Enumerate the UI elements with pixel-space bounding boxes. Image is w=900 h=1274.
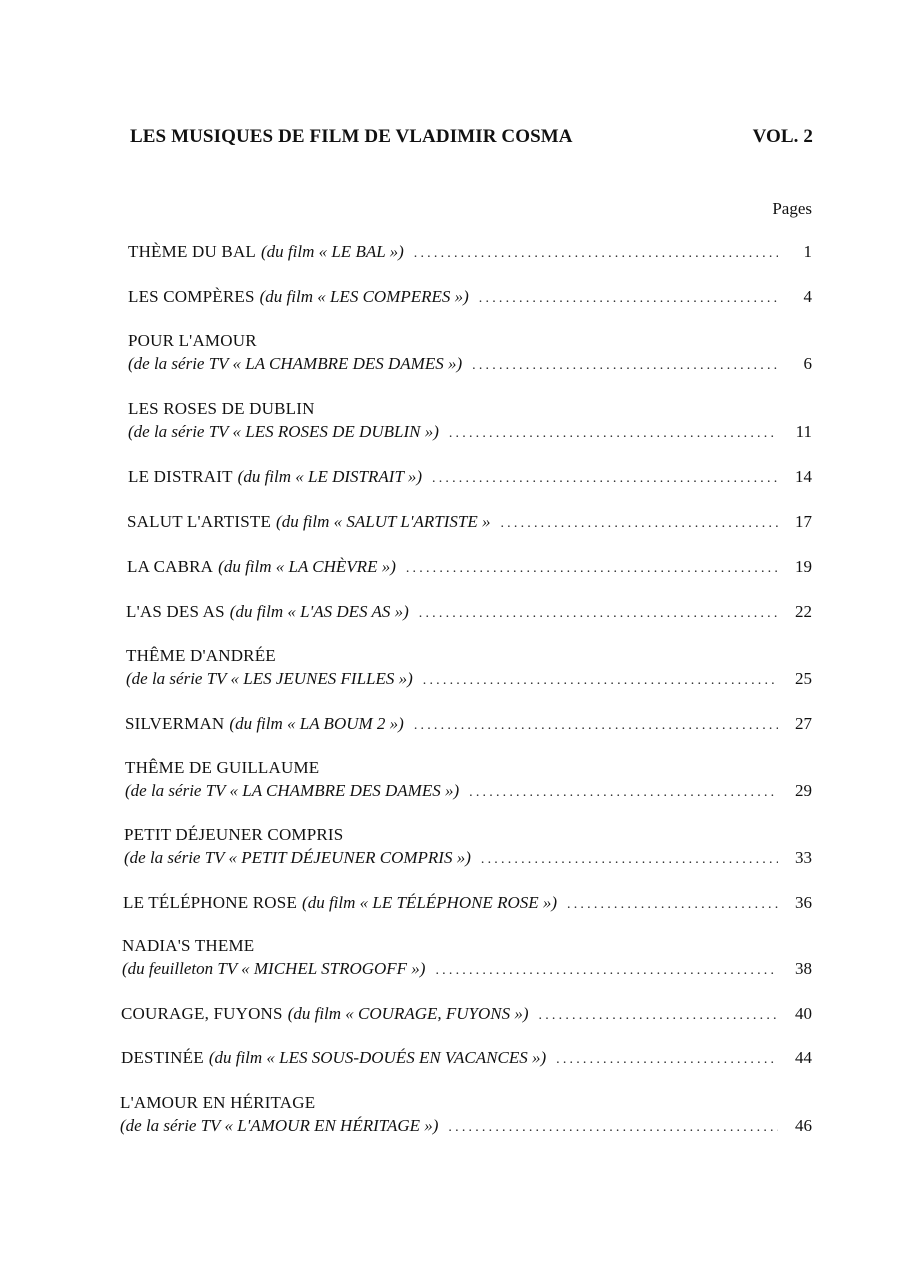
toc-entry — [120, 1091, 812, 1139]
entry-title: SALUT L'ARTISTE — [127, 512, 272, 531]
entry-source: (de la série TV « LES ROSES DE DUBLIN ») — [128, 422, 439, 441]
toc-entry — [121, 1002, 812, 1027]
toc-entry — [123, 891, 812, 916]
entry-source: (du feuilleton TV « MICHEL STROGOFF ») — [122, 959, 426, 978]
toc-entry — [124, 823, 812, 871]
entry-page-number: 6 — [803, 354, 812, 373]
toc-entry — [121, 1046, 812, 1071]
entry-source: (du film « LA BOUM 2 ») — [229, 714, 404, 733]
toc-entry — [128, 397, 812, 445]
toc-entry — [126, 644, 812, 692]
entry-page-number: 17 — [795, 512, 812, 531]
entry-title: L'AS DES AS — [126, 602, 225, 621]
entry-source: (du film « LE TÉLÉPHONE ROSE ») — [302, 893, 558, 912]
entry-source: (du film « SALUT L'ARTISTE » — [276, 512, 491, 531]
leader-dots — [414, 714, 778, 737]
entry-title: LES ROSES DE DUBLIN — [128, 399, 315, 418]
entry-source: (du film « LE BAL ») — [261, 242, 404, 261]
entry-source: (de la série TV « L'AMOUR EN HÉRITAGE ») — [120, 1116, 439, 1135]
toc-entry — [128, 285, 812, 310]
entry-title: THÊME D'ANDRÉE — [126, 646, 276, 665]
collection-title: LES MUSIQUES DE FILM DE VLADIMIR COSMA — [130, 126, 573, 147]
leader-dots — [406, 557, 778, 580]
leader-dots — [567, 893, 778, 916]
leader-dots — [448, 1116, 778, 1139]
entry-page-number: 22 — [795, 602, 812, 621]
entry-title: LE TÉLÉPHONE ROSE — [123, 893, 298, 912]
entry-page-number: 4 — [803, 287, 812, 306]
leader-dots — [423, 669, 778, 692]
entry-source: (de la série TV « PETIT DÉJEUNER COMPRIS ») — [124, 848, 471, 867]
leader-dots — [500, 512, 778, 535]
entry-title: POUR L'AMOUR — [128, 331, 257, 350]
entry-title: PETIT DÉJEUNER COMPRIS — [124, 825, 344, 844]
leader-dots — [432, 467, 778, 490]
leader-dots — [414, 242, 778, 265]
entry-source: (du film « COURAGE, FUYONS ») — [287, 1004, 529, 1023]
toc-entry — [128, 329, 812, 377]
entry-source: (du film « LE DISTRAIT ») — [237, 467, 422, 486]
leader-dots — [419, 602, 778, 625]
entry-page-number: 14 — [795, 467, 812, 486]
entry-page-number: 11 — [795, 422, 812, 441]
entry-page-number: 38 — [795, 959, 812, 978]
entry-page-number: 40 — [795, 1004, 812, 1023]
toc-entry — [127, 510, 812, 535]
entry-title: THÈME DU BAL — [128, 242, 256, 261]
leader-dots — [469, 781, 778, 804]
entry-source: (de la série TV « LES JEUNES FILLES ») — [126, 669, 413, 688]
leader-dots — [449, 422, 778, 445]
leader-dots — [435, 959, 778, 982]
toc-entry — [127, 555, 812, 580]
entry-page-number: 29 — [795, 781, 812, 800]
pages-column-label: Pages — [772, 199, 812, 218]
entry-title: LE DISTRAIT — [128, 467, 233, 486]
entry-page-number: 27 — [795, 714, 812, 733]
entry-title: LES COMPÈRES — [128, 287, 255, 306]
entry-page-number: 44 — [795, 1048, 812, 1067]
volume-label: VOL. 2 — [752, 126, 813, 147]
entry-title: THÊME DE GUILLAUME — [125, 758, 320, 777]
page-header — [130, 126, 813, 148]
toc-entry — [125, 756, 812, 804]
leader-dots — [539, 1004, 778, 1027]
leader-dots — [556, 1048, 778, 1071]
entry-title: LA CABRA — [127, 557, 214, 576]
toc-entry — [122, 934, 812, 982]
entry-title: DESTINÉE — [121, 1048, 204, 1067]
entry-title: COURAGE, FUYONS — [121, 1004, 283, 1023]
toc-entry — [126, 600, 812, 625]
entry-page-number: 19 — [795, 557, 812, 576]
entry-title: NADIA'S THEME — [122, 936, 255, 955]
entry-source: (du film « L'AS DES AS ») — [229, 602, 409, 621]
entry-source: (du film « LES COMPERES ») — [259, 287, 469, 306]
entry-page-number: 33 — [795, 848, 812, 867]
entry-page-number: 46 — [795, 1116, 812, 1135]
leader-dots — [481, 848, 778, 871]
entry-title: SILVERMAN — [125, 714, 225, 733]
toc-entry — [128, 240, 812, 265]
entry-page-number: 25 — [795, 669, 812, 688]
entry-page-number: 36 — [795, 893, 812, 912]
entry-source: (du film « LA CHÈVRE ») — [218, 557, 396, 576]
entry-title: L'AMOUR EN HÉRITAGE — [120, 1093, 316, 1112]
entry-source: (de la série TV « LA CHAMBRE DES DAMES ») — [125, 781, 460, 800]
leader-dots — [472, 354, 778, 377]
entry-page-number: 1 — [803, 242, 812, 261]
leader-dots — [479, 287, 778, 310]
entry-source: (du film « LES SOUS-DOUÉS EN VACANCES ») — [208, 1048, 547, 1067]
toc-entry — [128, 465, 812, 490]
entry-source: (de la série TV « LA CHAMBRE DES DAMES ») — [128, 354, 463, 373]
toc-entry — [125, 712, 812, 737]
